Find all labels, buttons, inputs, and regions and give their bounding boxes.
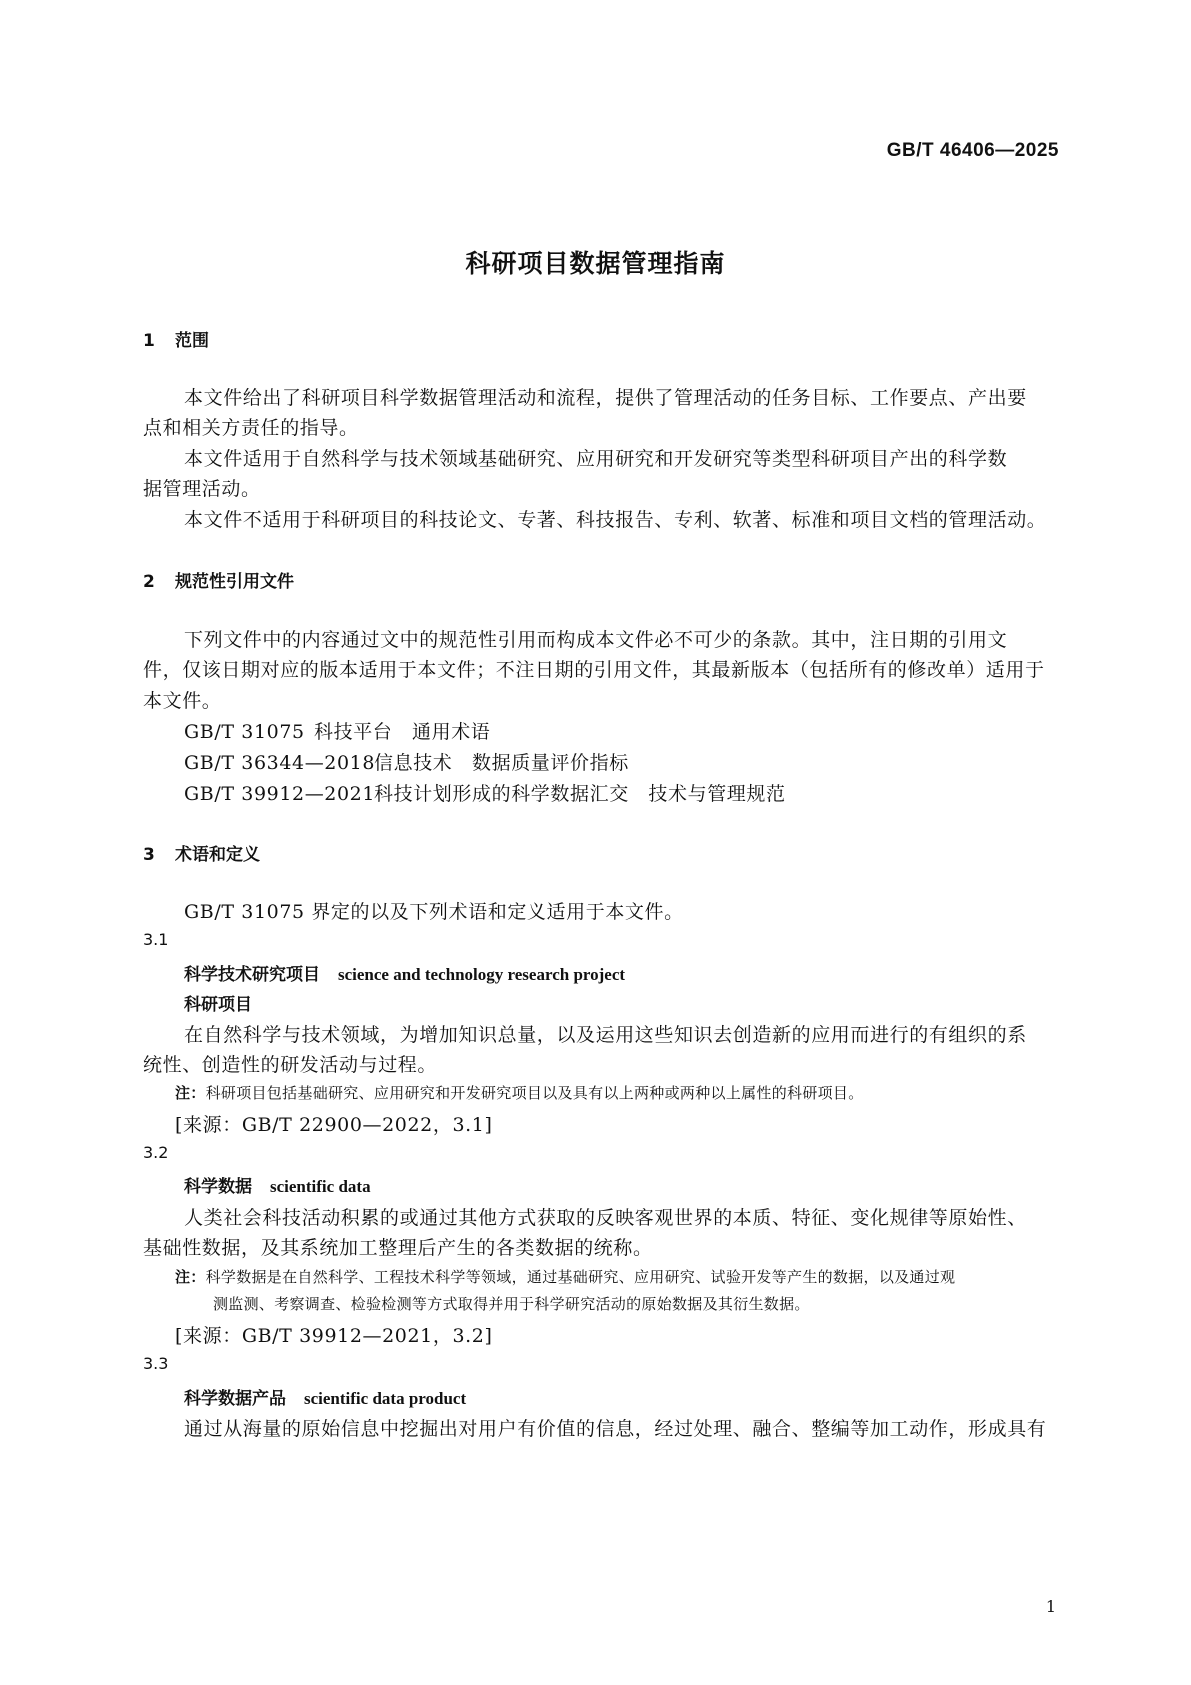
paragraph: 本文件不适用于科研项目的科技论文、专著、科技报告、专利、软著、标准和项目文档的管理活动。 [184, 509, 1047, 531]
section-1-heading [143, 326, 209, 351]
term-definition: 人类社会科技活动积累的或通过其他方式获取的反映客观世界的本质、特征、变化规律等原始性、 [184, 1207, 1027, 1229]
term-en: science and technology research project [338, 965, 626, 984]
note-text: 科研项目包括基础研究、应用研究和开发研究项目以及具有以上两种或两种以上属性的科研项目。 [205, 1084, 864, 1102]
section-3-heading [143, 840, 260, 865]
term-en: scientific data [270, 1177, 371, 1196]
paragraph: 本文件。 [143, 690, 222, 712]
paragraph: 本文件给出了科研项目科学数据管理活动和流程，提供了管理活动的任务目标、工作要点、产出要 [184, 387, 1027, 409]
section-number: 1 [143, 331, 155, 351]
term-zh: 科学数据 [184, 1177, 252, 1197]
normative-reference [184, 717, 490, 744]
normative-reference [184, 779, 786, 806]
term-heading [184, 1384, 466, 1409]
term-definition: 统性、创造性的研发活动与过程。 [143, 1054, 438, 1076]
paragraph: 点和相关方责任的指导。 [143, 417, 359, 439]
paragraph: 据管理活动。 [143, 478, 261, 500]
section-number: 3 [143, 845, 155, 865]
note-label: 注： [175, 1084, 206, 1102]
term-en: scientific data product [304, 1389, 467, 1408]
term-number: 3.2 [143, 1143, 169, 1162]
normative-reference [184, 748, 629, 775]
reference-code: GB/T 31075 [184, 721, 305, 743]
document-title: 科研项目数据管理指南 [465, 249, 726, 278]
note-label: 注： [175, 1268, 206, 1286]
reference-title: 科技计划形成的科学数据汇交 技术与管理规范 [374, 783, 786, 805]
term-source: [来源：GB/T 39912—2021，3.2] [175, 1325, 493, 1347]
paragraph: GB/T 31075 界定的以及下列术语和定义适用于本文件。 [184, 901, 684, 923]
reference-title: 科技平台 通用术语 [314, 721, 491, 743]
term-heading [184, 960, 625, 985]
paragraph: 下列文件中的内容通过文中的规范性引用而构成本文件必不可少的条款。其中，注日期的引用文 [184, 629, 1008, 651]
term-zh: 科学技术研究项目 [184, 965, 320, 985]
term-heading [184, 1172, 371, 1197]
term-note-continued: 测监测、考察调查、检验检测等方式取得并用于科学研究活动的原始数据及其衍生数据。 [213, 1295, 810, 1313]
standard-code: GB/T 46406—2025 [886, 140, 1059, 161]
term-definition: 在自然科学与技术领域，为增加知识总量，以及运用这些知识去创造新的应用而进行的有组织的系 [184, 1024, 1027, 1046]
term-note [175, 1266, 955, 1287]
term-definition: 基础性数据，及其系统加工整理后产生的各类数据的统称。 [143, 1237, 653, 1259]
note-text: 科学数据是在自然科学、工程技术科学等领域，通过基础研究、应用研究、试验开发等产生的数据，以及通过观 [205, 1268, 956, 1286]
term-note [175, 1082, 864, 1103]
term-source: [来源：GB/T 22900—2022，3.1] [175, 1114, 493, 1136]
section-2-heading [143, 567, 294, 592]
reference-title: 信息技术 数据质量评价指标 [374, 752, 629, 774]
page-number: 1 [1045, 1597, 1056, 1616]
term-definition: 通过从海量的原始信息中挖掘出对用户有价值的信息，经过处理、融合、整编等加工动作，形成具有 [184, 1418, 1047, 1440]
term-number: 3.1 [143, 930, 169, 949]
reference-code: GB/T 39912—2021 [184, 783, 376, 805]
paragraph: 件，仅该日期对应的版本适用于本文件；不注日期的引用文件，其最新版本（包括所有的修改单）适用于 [143, 659, 1045, 681]
section-title: 术语和定义 [175, 845, 260, 865]
reference-code: GB/T 36344—2018 [184, 752, 376, 774]
section-title: 范围 [175, 331, 209, 351]
paragraph: 本文件适用于自然科学与技术领域基础研究、应用研究和开发研究等类型科研项目产出的科学数 [184, 448, 1008, 470]
section-title: 规范性引用文件 [175, 572, 294, 592]
section-number: 2 [143, 572, 155, 592]
term-admitted: 科研项目 [184, 995, 252, 1015]
term-zh: 科学数据产品 [184, 1389, 286, 1409]
term-number: 3.3 [143, 1354, 169, 1373]
